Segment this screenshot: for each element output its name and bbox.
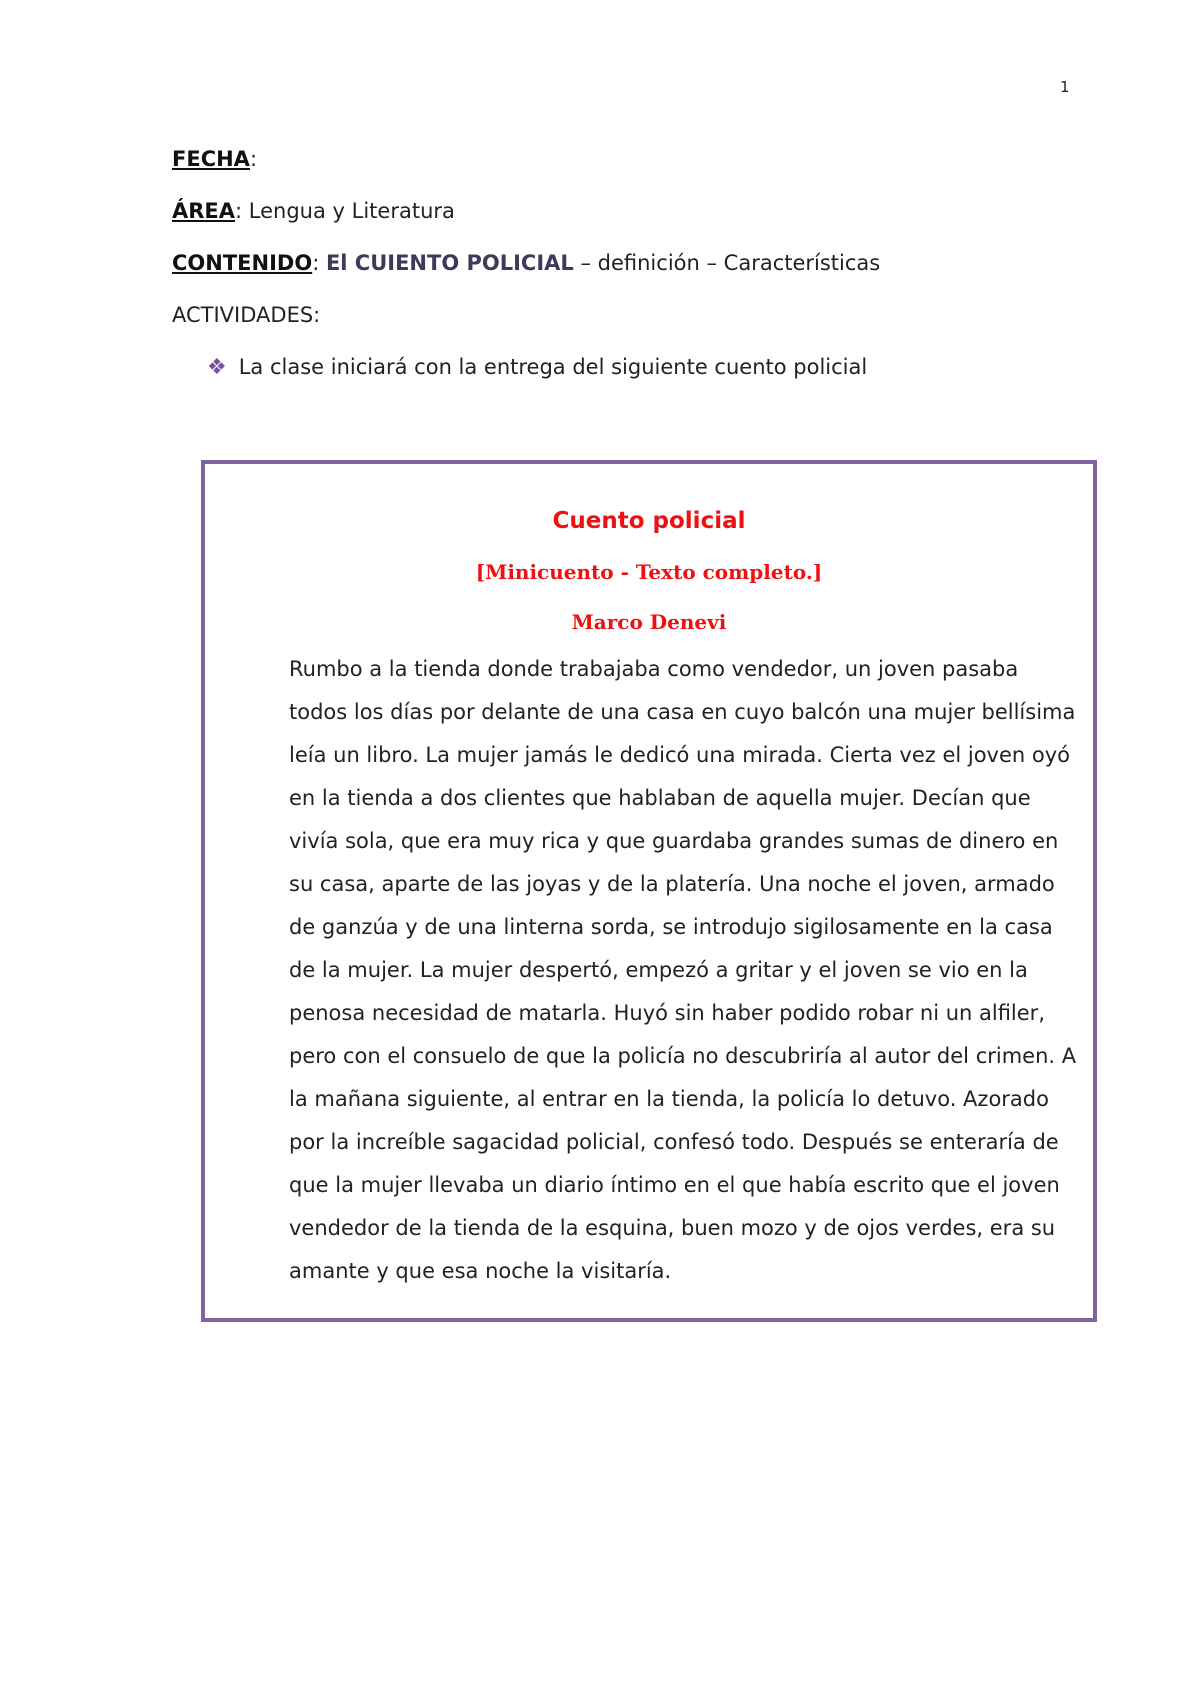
area-label: ÁREA <box>172 199 236 223</box>
activity-item-text: La clase iniciará con la entrega del siguiente cuento policial <box>238 355 868 379</box>
fecha-label: FECHA <box>172 147 250 171</box>
story-author: Marco Denevi <box>571 610 727 634</box>
story-body: Rumbo a la tienda donde trabajaba como vendedor, un joven pasaba todos los días por delante de una casa en cuyo balcón una mujer bellísima leía un libro. La mujer jamás le dedicó una mirada. Cierta vez el joven oyó en la tienda a dos clientes que hablaban de aquella mujer. Decían que vivía sola, que era muy rica y que guardaba grandes sumas de dinero en su casa, aparte de las joyas y de la platería. Una noche el joven, armado de ganzúa y de una linterna sorda, se introdujo sigilosamente en la casa de la mujer. La mujer despertó, empezó a gritar y el joven se vio en la penosa necesidad de matarla. Huyó sin haber podido robar ni un alfiler, pero con el consuelo de que la policía no descubriría al autor del crimen. A la mañana siguiente, al entrar en la tienda, la policía lo detuvo. Azorado por la increíble sagacidad policial, confesó todo. Después se enteraría de que la mujer llevaba un diario íntimo en el que había escrito que el joven vendedor de la tienda de la esquina, buen mozo y de ojos verdes, era su amante y que esa noche la visitaría. <box>289 657 1077 1283</box>
activity-item <box>207 353 867 382</box>
area-line <box>172 197 455 225</box>
fecha-line <box>172 145 257 173</box>
actividades-heading: ACTIVIDADES: <box>172 303 321 327</box>
contenido-label: CONTENIDO <box>172 251 313 275</box>
page-number: 1 <box>1060 78 1070 96</box>
story-title: Cuento policial <box>552 508 746 534</box>
story-subtitle: [Minicuento - Texto completo.] <box>475 560 823 584</box>
fecha-separator: : <box>249 147 258 171</box>
contenido-separator: : <box>312 251 326 275</box>
area-separator: : <box>235 199 249 223</box>
area-value: Lengua y Literatura <box>248 199 455 223</box>
contenido-topic: El CUIENTO POLICIAL <box>325 251 574 275</box>
contenido-line <box>172 249 880 277</box>
diamond-bullet-icon: ❖ <box>207 355 227 380</box>
contenido-rest: – definición – Características <box>573 251 881 275</box>
